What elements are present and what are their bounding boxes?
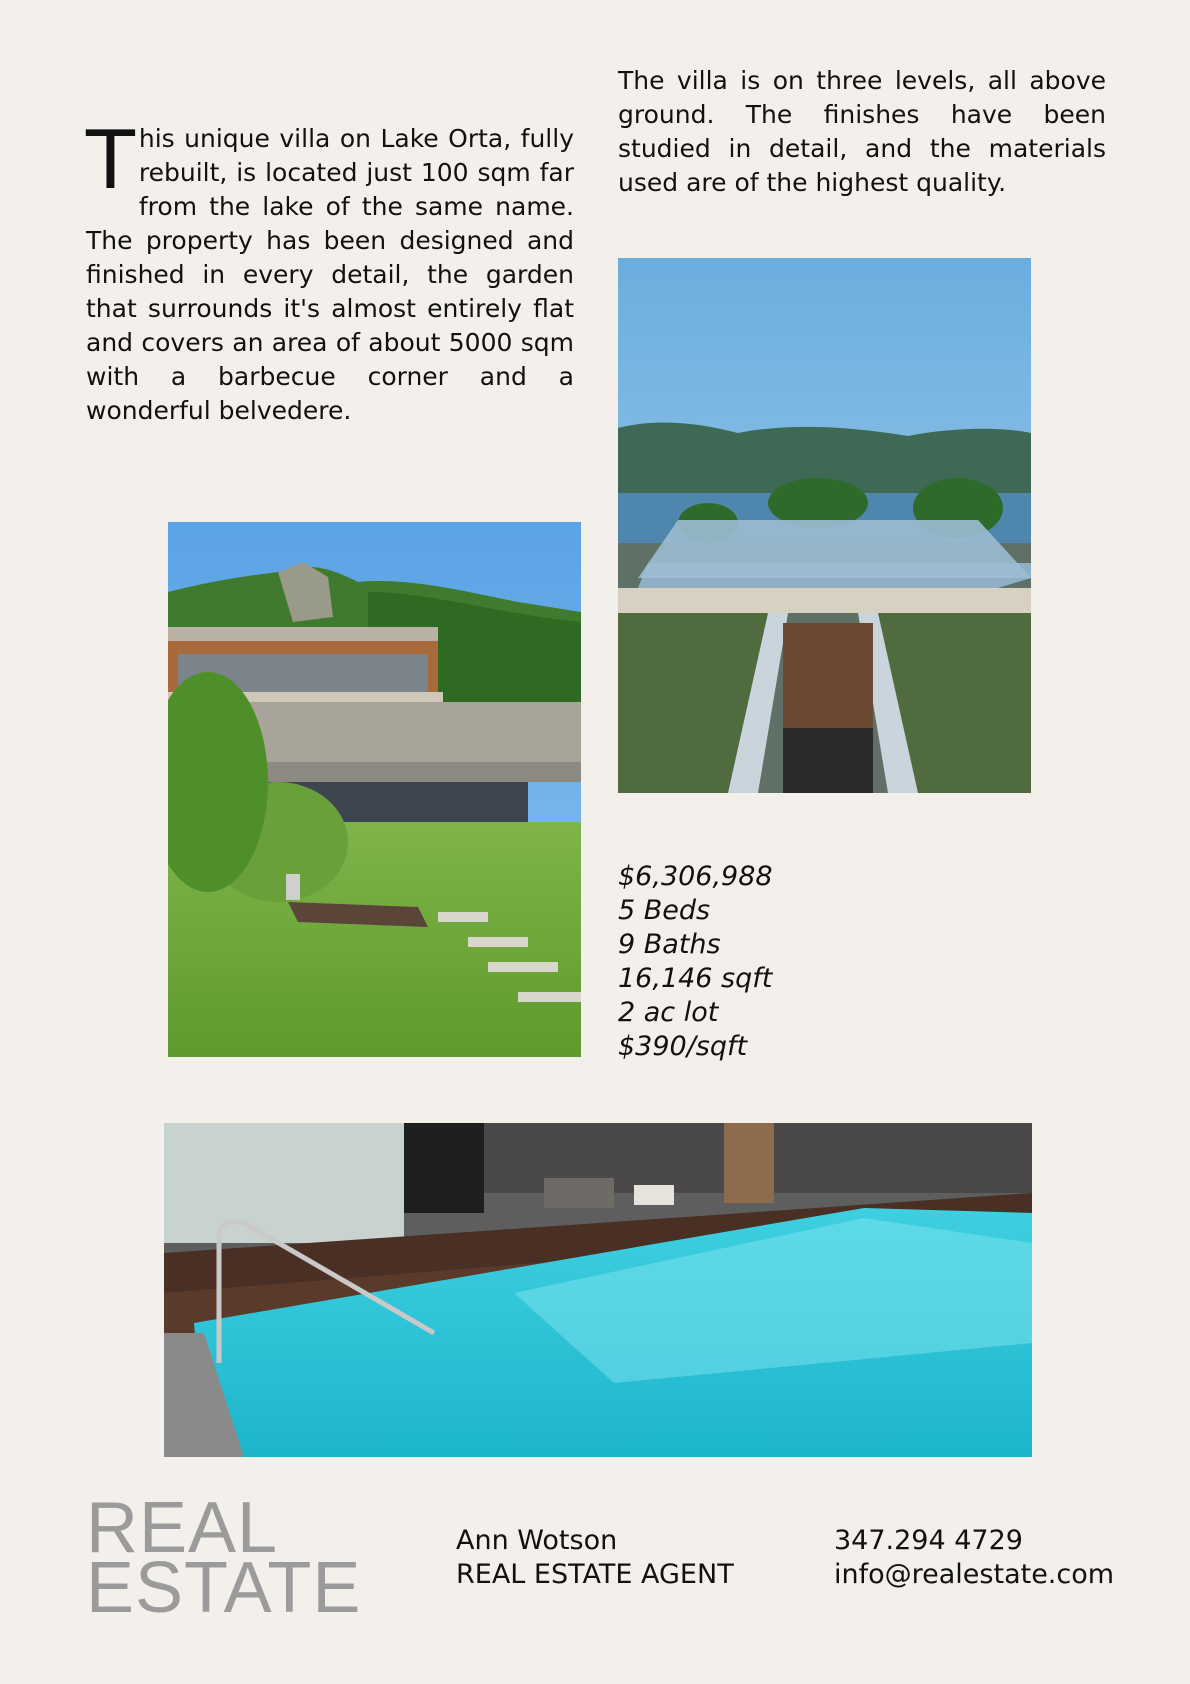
intro-paragraph: [86, 114, 574, 428]
real-estate-logo: [86, 1488, 362, 1628]
lake-skylight-photo: [618, 258, 1031, 793]
property-stats: [618, 860, 773, 1064]
drop-cap: T: [86, 114, 135, 207]
detail-paragraph: The villa is on three levels, all above ground. The finishes have been studied in detail, and the materials used are of the highest quality.: [618, 66, 1106, 197]
logo-line-1: REAL: [86, 1488, 279, 1568]
intro-text: his unique villa on Lake Orta, fully rebuilt, is located just 100 sqm far from the lake of the same name. The property has been designed and finished in every detail, the garden that surrounds it's almost entirely flat and covers an area of about 5000 sqm with a barbecue corner and a wonderful belvedere.: [86, 124, 574, 425]
stat-baths: 9 Baths: [618, 929, 721, 960]
contact-phone[interactable]: 347.294 4729: [834, 1525, 1023, 1556]
stat-lot: 2 ac lot: [618, 997, 719, 1028]
agent-info: [456, 1524, 734, 1592]
contact-info: [834, 1524, 1114, 1592]
agent-name: Ann Wotson: [456, 1525, 618, 1556]
villa-garden-photo: [168, 522, 581, 1057]
logo-line-2: ESTATE: [86, 1548, 362, 1628]
stat-price: $6,306,988: [618, 861, 773, 892]
stat-beds: 5 Beds: [618, 895, 711, 926]
stat-area: 16,146 sqft: [618, 963, 773, 994]
agent-title: REAL ESTATE AGENT: [456, 1559, 734, 1590]
stat-price-per-sqft: $390/sqft: [618, 1031, 748, 1062]
contact-email[interactable]: info@realestate.com: [834, 1559, 1115, 1590]
indoor-pool-photo: [164, 1123, 1032, 1457]
